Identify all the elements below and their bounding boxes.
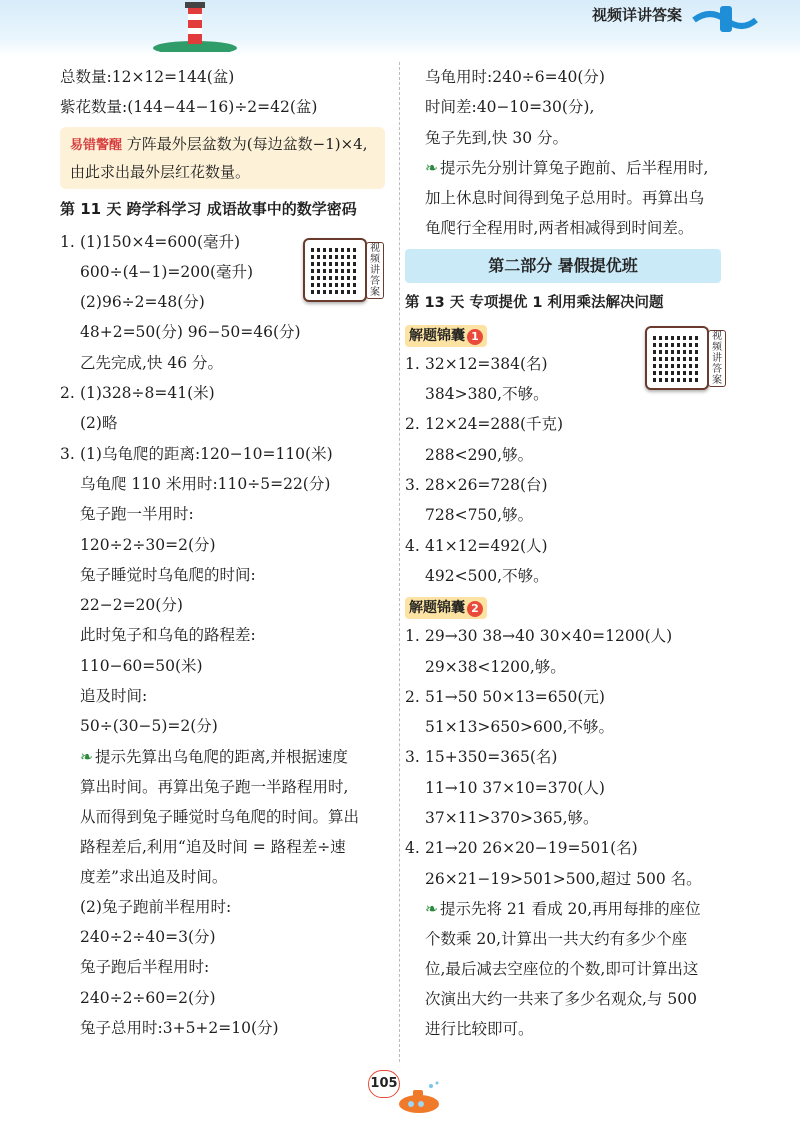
problem-row: 4. 21→20 26×20−19=501(名): [405, 839, 638, 858]
answer-line: (2)96÷2=48(分): [80, 293, 205, 312]
tips-pill-2: 解题锦囊 2: [405, 597, 487, 619]
problem-row: 1. 29→30 38→40 30×40=1200(人): [405, 627, 673, 646]
warning-label: 易错警醒: [70, 137, 123, 153]
answer-line: 兔子睡觉时乌龟爬的时间:: [80, 565, 256, 584]
answer-line: 26×21−19>501>500,超过 500 名。: [425, 869, 702, 888]
answer-line: 37×11>370>365,够。: [425, 809, 599, 828]
answer-line: 22−2=20(分): [80, 596, 183, 615]
answer-line: (2)兔子跑前半程用时:: [80, 897, 232, 916]
answer-line: 120÷2÷30=2(分): [80, 535, 216, 554]
answer-line: 48+2=50(分) 96−50=46(分): [80, 323, 301, 342]
answer-line: 此时兔子和乌龟的路程差:: [80, 626, 256, 645]
answer-line: 728<750,够。: [425, 506, 534, 525]
problem-1: 1. (1)150×4=600(毫升): [60, 232, 241, 251]
answer-line: 兔子总用时:3+5+2=10(分): [80, 1018, 279, 1037]
tips-pill-1: 解题锦囊 1: [405, 325, 487, 347]
answer-line: 110−60=50(米): [80, 656, 203, 675]
answer-line: 51×13>650>600,不够。: [425, 718, 615, 737]
answer-line: 11→10 37×10=370(人): [425, 778, 605, 797]
leaf-icon: ❧: [80, 747, 93, 766]
answer-line: 兔子先到,快 30 分。: [425, 128, 569, 147]
lighthouse-icon: [150, 0, 240, 52]
video-qr-code[interactable]: [303, 238, 367, 302]
answer-line: 288<290,够。: [425, 445, 534, 464]
qr-label: 视频讲答案: [366, 242, 384, 299]
column-divider: [399, 62, 400, 1062]
leaf-icon: ❧: [425, 899, 438, 918]
header-banner: [0, 0, 800, 56]
problem-row: 3. 15+350=365(名): [405, 748, 558, 767]
day-11-title: 第 11 天 跨学科学习 成语故事中的数学密码: [60, 199, 357, 218]
qr-label: 视频讲答案: [708, 330, 726, 387]
answer-line: 时间差:40−10=30(分),: [425, 98, 595, 117]
answer-line: 50÷(30−5)=2(分): [80, 717, 218, 736]
submarine-icon: [395, 1080, 445, 1116]
qr-pattern: [653, 334, 701, 382]
hint-block: ❧ 提示先将 21 看成 20,再用每排的座位 个数乘 20,计算出一共大约有多少个座 位,最后减去空座位的个数,即可计算出这 次演出大约一共来了多少名观众,与 500 进行比较即可。: [425, 899, 701, 1038]
problem-3: 3. (1)乌龟爬的距离:120−10=110(米): [60, 444, 333, 463]
answer-line: 追及时间:: [80, 687, 148, 706]
problem-row: 3. 28×26=728(台): [405, 476, 548, 495]
problem-row: 2. 51→50 50×13=650(元): [405, 687, 605, 706]
right-column: [405, 62, 735, 1044]
pill-number: 1: [467, 329, 483, 345]
hint-block: ❧ 提示先算出乌龟爬的距离,并根据速度 算出时间。再算出兔子跑一半路程用时, 从而得到兔子睡觉时乌龟爬的时间。算出 路程差后,利用“追及时间 = 路程差÷速 度差”求出追及时间。: [80, 747, 360, 886]
video-qr-code[interactable]: [645, 326, 709, 390]
hint-block: ❧ 提示先分别计算兔子跑前、后半程用时, 加上休息时间得到兔子总用时。再算出乌 龟爬行全程用时,两者相减得到时间差。: [425, 158, 709, 237]
answer-line: 492<500,不够。: [425, 566, 549, 585]
brand-badge-icon: [690, 2, 760, 36]
qr-pattern: [311, 246, 359, 294]
warning-text: 方阵最外层盆数为(每边盆数−1)×4,由此求出最外层红花数量。: [70, 134, 368, 181]
warning-box: [60, 127, 385, 189]
problem-2: 2. (1)328÷8=41(米): [60, 384, 215, 403]
page-number: 105: [368, 1070, 400, 1098]
answer-line: 乌龟用时:240÷6=40(分): [425, 68, 605, 86]
problem-row: 1. 32×12=384(名): [405, 354, 548, 373]
answer-line: 乙先完成,快 46 分。: [80, 353, 224, 372]
answer-line: 兔子跑后半程用时:: [80, 958, 210, 977]
answer-line: 兔子跑一半用时:: [80, 505, 194, 524]
answer-line: 总数量:12×12=144(盆): [60, 68, 235, 86]
answer-line: 240÷2÷40=3(分): [80, 927, 216, 946]
day-13-title: 第 13 天 专项提优 1 利用乘法解决问题: [405, 294, 664, 311]
answer-line: (2)略: [80, 414, 118, 433]
answer-line: 240÷2÷60=2(分): [80, 988, 216, 1007]
section-title: 第二部分 暑假提优班: [405, 249, 721, 283]
answer-line: 紫花数量:(144−44−16)÷2=42(盆): [60, 98, 318, 117]
answer-line: 384>380,不够。: [425, 385, 549, 404]
pill-number: 2: [467, 601, 483, 617]
answer-line: 乌龟爬 110 米用时:110÷5=22(分): [80, 474, 331, 493]
header-title: 视频详讲答案: [592, 6, 683, 24]
problem-row: 4. 41×12=492(人): [405, 536, 548, 555]
leaf-icon: ❧: [425, 158, 438, 177]
answer-line: 29×38<1200,够。: [425, 657, 566, 676]
left-column: [60, 62, 390, 1043]
answer-line: 600÷(4−1)=200(毫升): [80, 262, 254, 281]
problem-row: 2. 12×24=288(千克): [405, 415, 564, 434]
